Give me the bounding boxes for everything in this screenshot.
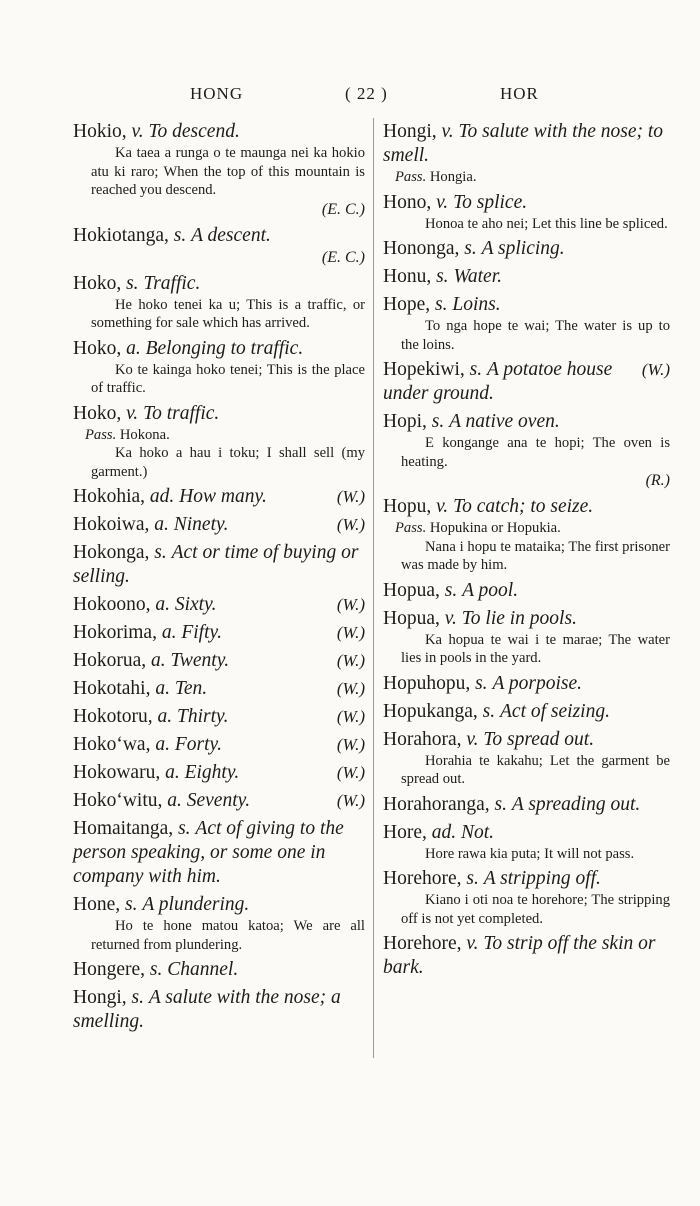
headword-line (383, 120, 670, 168)
headword-line (73, 958, 365, 982)
left-column (73, 120, 365, 1038)
page-number: ( 22 ) (345, 84, 388, 103)
headword: Hokoiwa, (73, 514, 150, 535)
example-source: (E. C.) (321, 248, 365, 266)
part-of-speech: a. (150, 650, 166, 671)
definition: Act of giving to the person speaking, or some one in company with him. (73, 818, 344, 887)
part-of-speech: a. (155, 734, 170, 755)
part-of-speech: s. (126, 272, 139, 294)
part-of-speech: s. (475, 672, 488, 694)
headword: Hoko‘wa, (73, 734, 151, 755)
dictionary-entry (383, 932, 670, 980)
headword: Hopua, (383, 579, 440, 601)
headword-line (73, 817, 365, 889)
header-left-guide-word: HONG (190, 84, 244, 103)
part-of-speech: s. (469, 359, 483, 380)
headword: Hokotoru, (73, 706, 153, 727)
source-abbreviation: (W.) (336, 763, 365, 782)
part-of-speech: ad. (149, 486, 175, 507)
dictionary-entry (73, 761, 365, 785)
source-abbreviation: (W.) (336, 623, 365, 642)
headword: Hokotahi, (73, 678, 151, 699)
headword: Hono, (383, 191, 432, 213)
headword-line (383, 728, 670, 752)
dictionary-entry (73, 541, 365, 589)
definition: Twenty. (170, 650, 230, 671)
headword-line (73, 337, 365, 361)
dictionary-entry (73, 272, 365, 333)
headword: Hopu, (383, 496, 432, 517)
headword: Hopi, (383, 411, 427, 432)
headword: Hokoono, (73, 594, 151, 615)
headword: Hoko, (73, 337, 122, 359)
headword-line (73, 120, 365, 144)
dictionary-entry (73, 485, 365, 509)
dictionary-entry (73, 593, 365, 617)
headword-line (383, 821, 670, 845)
headword-line (73, 272, 365, 296)
headword-line (383, 579, 670, 603)
headword-line (383, 293, 670, 317)
part-of-speech: s. (431, 411, 445, 432)
definition: Eighty. (184, 762, 240, 783)
part-of-speech: a. (161, 622, 177, 643)
definition: To traffic. (143, 402, 220, 424)
dictionary-entry (383, 700, 670, 724)
example-text: Hore rawa kia puta; It will not pass. (425, 845, 635, 862)
part-of-speech: a. (165, 762, 180, 783)
headword: Hone, (73, 894, 121, 915)
dictionary-entry (383, 793, 670, 817)
example-text: E kongange ana te hopi; The oven is heating. (401, 435, 670, 470)
headword-line (73, 789, 365, 813)
passive-value: Hongia. (429, 169, 477, 185)
page-header (0, 84, 700, 108)
header-right-guide-word: HOR (500, 84, 539, 103)
headword-line (73, 733, 365, 757)
part-of-speech: a. (167, 790, 182, 811)
definition: To splice. (453, 191, 528, 213)
part-of-speech: a. (157, 706, 173, 727)
headword-line (383, 672, 670, 696)
passive-label: Pass. (85, 426, 117, 443)
part-of-speech: s. (149, 959, 163, 980)
headword-line (383, 607, 670, 631)
passive-value: Hopukina or Hopukia. (429, 520, 561, 536)
headword: Hokonga, (73, 542, 150, 563)
example-text: Ka hopua te wai i te marae; The water lies in pools in the yard. (401, 631, 670, 666)
definition: Water. (453, 266, 503, 287)
definition: A descent. (191, 224, 271, 246)
definition: A porpoise. (492, 672, 582, 694)
headword-line (73, 986, 365, 1034)
example-text: Nana i hopu te mataika; The first prisoner was made by him. (401, 538, 670, 573)
dictionary-entry (383, 191, 670, 234)
headword: Hoko‘witu, (73, 790, 163, 811)
headword-line (73, 402, 365, 426)
definition: Forty. (174, 734, 222, 755)
part-of-speech: ad. (431, 821, 457, 843)
definition: Sixty. (174, 594, 217, 615)
passive-label: Pass. (395, 520, 427, 536)
headword-line (383, 867, 670, 891)
definition: Loins. (452, 294, 501, 315)
headword-line (73, 761, 365, 785)
dictionary-entry (73, 733, 365, 757)
headword: Hopekiwi, (383, 359, 465, 380)
headword-line (73, 541, 365, 589)
dictionary-entry (73, 621, 365, 645)
source-abbreviation: (W.) (336, 735, 365, 754)
part-of-speech: s. (464, 238, 477, 259)
dictionary-entry (383, 728, 670, 789)
headword: Hokio, (73, 121, 127, 142)
headword: Hongi, (383, 121, 437, 142)
dictionary-entry (383, 607, 670, 668)
dictionary-entry (383, 579, 670, 603)
definition: A splicing. (481, 238, 565, 259)
headword: Hoko, (73, 272, 122, 294)
part-of-speech: v. (441, 121, 454, 142)
definition: Traffic. (143, 272, 201, 294)
part-of-speech: s. (482, 700, 496, 722)
example-text: Ho te hone matou katoa; We are all returned from plundering. (91, 918, 365, 953)
headword-line (73, 593, 365, 617)
dictionary-entry (383, 495, 670, 575)
dictionary-entry (73, 337, 365, 398)
definition: To catch; to seize. (453, 496, 594, 517)
headword-line (73, 649, 365, 673)
definition: A pool. (462, 579, 519, 601)
example-text: Ko te kainga hoko tenei; This is the place of traffic. (91, 361, 365, 396)
dictionary-entry (73, 649, 365, 673)
headword: Hokowaru, (73, 762, 161, 783)
headword: Horahora, (383, 728, 462, 750)
example-text: Ka taea a runga o te maunga nei ka hokio atu ki raro; When the top of this mountain is reached you descend. (91, 145, 365, 198)
dictionary-entry (383, 358, 670, 406)
headword-line (383, 793, 670, 817)
definition: Channel. (167, 959, 239, 980)
headword: Hore, (383, 821, 427, 843)
part-of-speech: v. (444, 607, 457, 629)
headword-line (73, 485, 365, 509)
source-abbreviation: (W.) (336, 707, 365, 726)
part-of-speech: s. (444, 579, 458, 601)
dictionary-entry (73, 958, 365, 982)
headword-line (383, 932, 670, 980)
definition: Act of seizing. (500, 700, 610, 722)
definition: Fifty. (181, 622, 222, 643)
headword-line (73, 621, 365, 645)
dictionary-entry (383, 410, 670, 491)
dictionary-entry (73, 224, 365, 268)
example-text: Kiano i oti noa te horehore; The stripping off is not yet completed. (401, 892, 670, 927)
definition: Seventy. (186, 790, 251, 811)
part-of-speech: a. (154, 514, 169, 535)
part-of-speech: v. (131, 121, 144, 142)
dictionary-entry (73, 513, 365, 537)
dictionary-entry (383, 867, 670, 928)
passive-form (383, 519, 670, 538)
headword-line (383, 700, 670, 724)
headword: Horahoranga, (383, 793, 490, 815)
part-of-speech: a. (155, 594, 170, 615)
headword-line (383, 265, 670, 289)
dictionary-entry (73, 677, 365, 701)
part-of-speech: s. (154, 542, 167, 563)
definition: Ninety. (173, 514, 229, 535)
headword-line (73, 893, 365, 917)
column-divider (373, 118, 374, 1058)
part-of-speech: v. (466, 933, 479, 954)
dictionary-entry (73, 817, 365, 889)
definition: Ten. (174, 678, 208, 699)
passive-label: Pass. (395, 169, 427, 185)
headword-line (73, 513, 365, 537)
headword-line (383, 495, 670, 519)
headword: Horehore, (383, 868, 462, 889)
source-abbreviation: (W.) (641, 360, 670, 379)
part-of-speech: v. (436, 191, 449, 213)
definition: How many. (179, 486, 267, 507)
passive-value: Hokona. (119, 426, 170, 443)
definition: Belonging to traffic. (145, 337, 304, 359)
source-abbreviation: (W.) (336, 595, 365, 614)
definition: To spread out. (483, 728, 595, 750)
headword: Hopua, (383, 607, 440, 629)
part-of-speech: s. (435, 294, 448, 315)
example-text: Horahia te kakahu; Let the garment be spread out. (401, 752, 670, 787)
part-of-speech: s. (131, 987, 144, 1008)
definition: A spreading out. (511, 793, 641, 815)
part-of-speech: s. (173, 224, 187, 246)
passive-form (383, 168, 670, 187)
headword: Hokorima, (73, 622, 157, 643)
definition: A plundering. (142, 894, 250, 915)
headword: Hopukanga, (383, 700, 478, 722)
dictionary-entry (73, 893, 365, 954)
headword: Honu, (383, 266, 432, 287)
right-column (383, 120, 670, 984)
example-text: Honoa te aho nei; Let this line be spliced. (425, 215, 668, 232)
part-of-speech: a. (126, 337, 141, 359)
part-of-speech: s. (436, 266, 449, 287)
headword: Hokohia, (73, 486, 146, 507)
definition: A native oven. (449, 411, 560, 432)
definition: To strip off the skin or bark. (383, 933, 656, 978)
headword-line (73, 705, 365, 729)
dictionary-entry (383, 265, 670, 289)
part-of-speech: v. (466, 728, 479, 750)
dictionary-entry (383, 120, 670, 187)
dictionary-entry (383, 293, 670, 354)
part-of-speech: s. (178, 818, 191, 839)
part-of-speech: a. (155, 678, 170, 699)
part-of-speech: s. (466, 868, 479, 889)
headword: Hongere, (73, 959, 146, 980)
example-source: (R.) (645, 472, 670, 489)
headword-line (383, 410, 670, 434)
example-source: (E. C.) (321, 200, 365, 218)
definition: A potatoe house under ground. (383, 359, 613, 404)
dictionary-entry (383, 821, 670, 864)
source-abbreviation: (W.) (336, 651, 365, 670)
definition: Act or time of buying or selling. (73, 542, 359, 587)
definition: A stripping off. (483, 868, 601, 889)
headword: Homaitanga, (73, 818, 174, 839)
source-abbreviation: (W.) (336, 679, 365, 698)
definition: Thirty. (177, 706, 229, 727)
headword: Hope, (383, 294, 431, 315)
part-of-speech: v. (126, 402, 139, 424)
definition: To lie in pools. (461, 607, 577, 629)
example-text: He hoko tenei ka u; This is a traffic, or something for sale which has arrived. (91, 296, 365, 331)
dictionary-entry (73, 120, 365, 220)
headword-line (383, 358, 670, 406)
dictionary-entry (73, 986, 365, 1034)
example-text: Ka hoko a hau i toku; I shall sell (my garment.) (91, 445, 365, 480)
headword: Hokorua, (73, 650, 147, 671)
definition: To descend. (148, 121, 240, 142)
part-of-speech: s. (125, 894, 138, 915)
headword: Hononga, (383, 238, 460, 259)
source-abbreviation: (W.) (336, 791, 365, 810)
part-of-speech: v. (436, 496, 449, 517)
part-of-speech: s. (494, 793, 508, 815)
source-abbreviation: (W.) (336, 515, 365, 534)
headword-line (383, 237, 670, 261)
dictionary-entry (383, 237, 670, 261)
headword: Horehore, (383, 933, 462, 954)
headword: Hoko, (73, 402, 122, 424)
dictionary-entry (73, 402, 365, 482)
definition: To salute with the nose; to smell. (383, 121, 664, 166)
passive-form (73, 426, 365, 445)
dictionary-entry (73, 789, 365, 813)
headword-line (73, 677, 365, 701)
definition: A salute with the nose; a smelling. (73, 987, 341, 1032)
dictionary-entry (383, 672, 670, 696)
headword-line (383, 191, 670, 215)
dictionary-entry (73, 705, 365, 729)
headword: Hokiotanga, (73, 224, 169, 246)
headword: Hopuhopu, (383, 672, 471, 694)
headword-line (73, 224, 365, 248)
headword: Hongi, (73, 987, 127, 1008)
definition: Not. (460, 821, 495, 843)
source-abbreviation: (W.) (336, 487, 365, 506)
example-text: To nga hope te wai; The water is up to the loins. (401, 318, 670, 353)
